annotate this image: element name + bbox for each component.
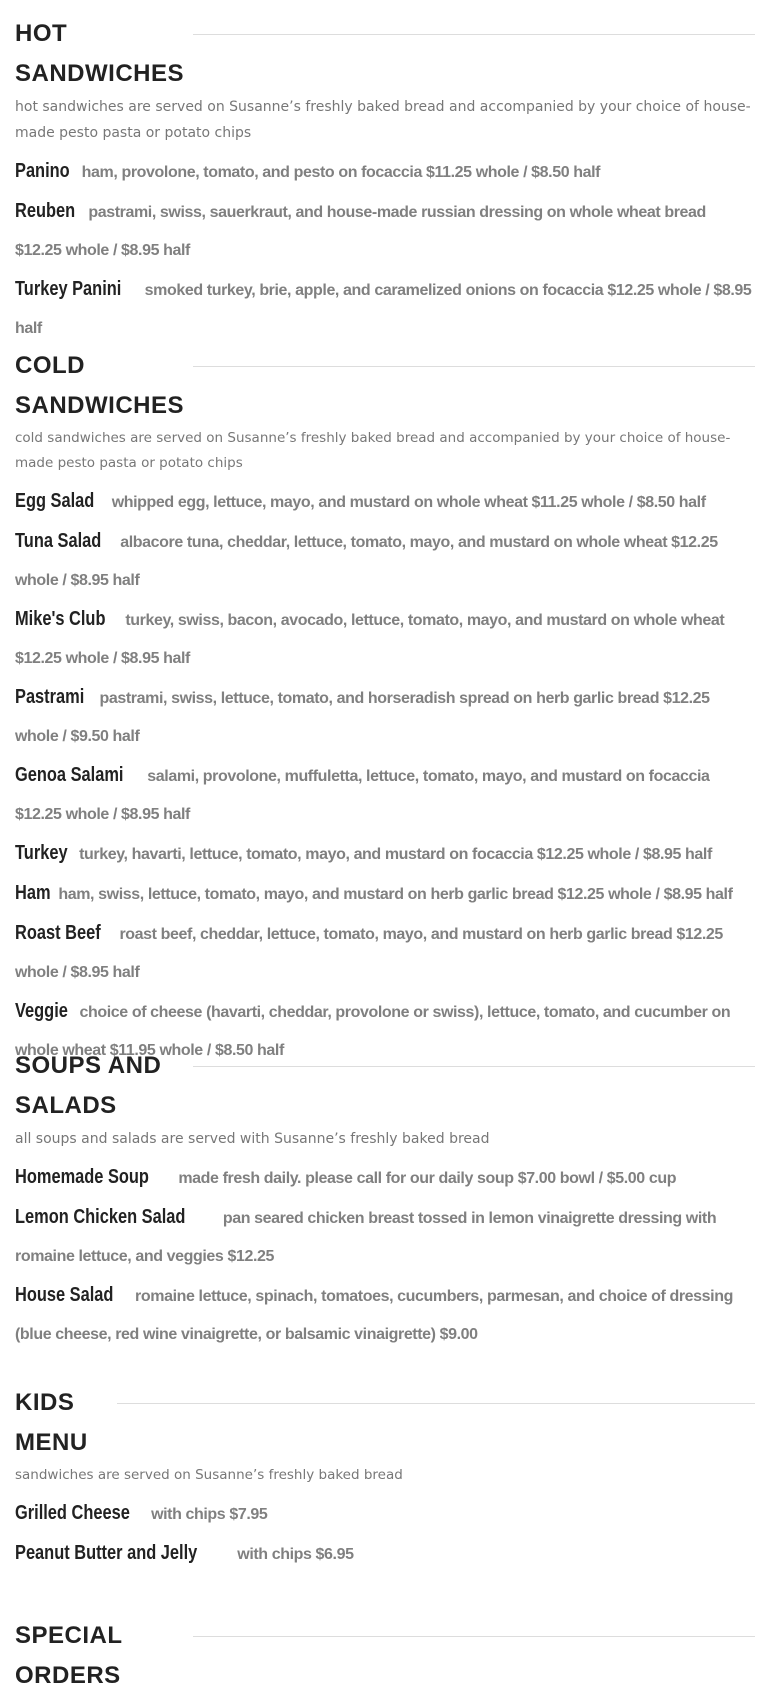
item-name: Veggie: [15, 1000, 68, 1022]
item-name: Pastrami: [15, 686, 85, 708]
menu-item-homemade-soup: [15, 1160, 755, 1200]
item-description: roast beef, cheddar, lettuce, tomato, mayo, and mustard on herb garlic bread $12.25 whole / $8.95 half: [15, 926, 723, 981]
menu-item-pastrami: [15, 680, 755, 758]
section-title: KIDS MENU: [15, 1389, 88, 1456]
item-description: with chips $7.95: [151, 1506, 268, 1523]
menu-item-ham: [15, 876, 755, 916]
item-name: Mike's Club: [15, 608, 106, 630]
item-description: albacore tuna, cheddar, lettuce, tomato, mayo, and mustard on whole wheat $12.25 whole / $8.95 half: [15, 534, 718, 589]
section-title: COLD SANDWICHES: [15, 352, 185, 419]
item-description: salami, provolone, muffuletta, lettuce, tomato, mayo, and mustard on focaccia $12.25 whole / $8.95 half: [15, 768, 710, 823]
item-name: Turkey: [15, 842, 68, 864]
menu-item-turkey: [15, 836, 755, 876]
section-header: [15, 1616, 755, 1696]
section-description: cold sandwiches are served on Susanne’s freshly baked bread and accompanied by your choice of house-made pesto pasta or potato chips: [15, 430, 731, 471]
item-description: whipped egg, lettuce, mayo, and mustard on whole wheat $11.25 whole / $8.50 half: [111, 494, 706, 511]
section-kids-menu: [15, 1383, 755, 1576]
section-header: [15, 1383, 755, 1463]
item-description: pastrami, swiss, lettuce, tomato, and horseradish spread on herb garlic bread $12.25 whole / $9.50 half: [15, 690, 710, 745]
item-description: choice of cheese (havarti, cheddar, provolone or swiss), lettuce, tomato, and cucumber on whole wheat $11.95 whole / $8.50 half: [15, 1004, 731, 1059]
item-name: Reuben: [15, 200, 76, 222]
section-divider: [193, 1066, 755, 1067]
section-divider: [117, 1403, 755, 1404]
menu-item-panino: [15, 154, 755, 194]
item-name: Peanut Butter and Jelly: [15, 1542, 198, 1564]
section-divider: [193, 366, 755, 367]
section-divider: [193, 1636, 755, 1637]
item-description: ham, provolone, tomato, and pesto on focaccia $11.25 whole / $8.50 half: [81, 164, 601, 181]
section-divider: [193, 34, 755, 35]
section-description: hot sandwiches are served on Susanne’s freshly baked bread and accompanied by your choice of house-made pesto pasta or potato chips: [15, 99, 751, 141]
menu-item-mikes-club: [15, 602, 755, 680]
item-name: Ham: [15, 882, 51, 904]
menu-item-genoa-salami: [15, 758, 755, 836]
section-hot-sandwiches: [15, 14, 755, 350]
item-description: with chips $6.95: [237, 1546, 354, 1563]
item-name: Roast Beef: [15, 922, 101, 944]
section-header: [15, 1046, 755, 1126]
section-special-orders: [15, 1616, 755, 1696]
item-name: Homemade Soup: [15, 1166, 149, 1188]
section-cold-sandwiches: [15, 346, 755, 1072]
item-name: House Salad: [15, 1284, 114, 1306]
menu-item-grilled-cheese: [15, 1496, 755, 1536]
item-description: pan seared chicken breast tossed in lemon vinaigrette dressing with romaine lettuce, and veggies $12.25: [15, 1210, 717, 1265]
menu-item-lemon-chicken-salad: [15, 1200, 755, 1278]
item-description: pastrami, swiss, sauerkraut, and house-made russian dressing on whole wheat bread $12.25 whole / $8.95 half: [15, 204, 706, 259]
menu-item-tuna-salad: [15, 524, 755, 602]
menu-item-house-salad: [15, 1278, 755, 1356]
menu-item-roast-beef: [15, 916, 755, 994]
item-description: smoked turkey, brie, apple, and caramelized onions on focaccia $12.25 whole / $8.95 half: [15, 282, 752, 337]
item-name: Egg Salad: [15, 490, 95, 512]
item-name: Genoa Salami: [15, 764, 124, 786]
item-description: romaine lettuce, spinach, tomatoes, cucumbers, parmesan, and choice of dressing (blue cheese, red wine vinaigrette, or balsamic vinaigrette) $9.00: [15, 1288, 733, 1343]
item-description: turkey, swiss, bacon, avocado, lettuce, tomato, mayo, and mustard on whole wheat $12.25 whole / $8.95 half: [15, 612, 725, 667]
section-title: SOUPS AND SALADS: [15, 1052, 162, 1119]
item-description: made fresh daily. please call for our daily soup $7.00 bowl / $5.00 cup: [178, 1170, 677, 1187]
section-title: HOT SANDWICHES: [15, 20, 185, 87]
item-name: Tuna Salad: [15, 530, 102, 552]
section-header: [15, 346, 755, 426]
item-name: Panino: [15, 160, 70, 182]
menu-item-peanut-butter-and-jelly: [15, 1536, 755, 1576]
menu-item-reuben: [15, 194, 755, 272]
menu-item-turkey-panini: [15, 272, 755, 350]
section-header: [15, 14, 755, 94]
section-soups-and-salads: [15, 1046, 755, 1356]
item-description: turkey, havarti, lettuce, tomato, mayo, and mustard on focaccia $12.25 whole / $8.95 half: [79, 846, 712, 863]
section-description: sandwiches are served on Susanne’s freshly baked bread: [15, 1467, 403, 1483]
section-title: SPECIAL ORDERS: [15, 1622, 123, 1689]
item-name: Turkey Panini: [15, 278, 122, 300]
menu-item-egg-salad: [15, 484, 755, 524]
item-description: ham, swiss, lettuce, tomato, mayo, and mustard on herb garlic bread $12.25 whole / $8.95 half: [58, 886, 733, 903]
item-name: Grilled Cheese: [15, 1502, 130, 1524]
item-name: Lemon Chicken Salad: [15, 1206, 186, 1228]
section-description: all soups and salads are served with Susanne’s freshly baked bread: [15, 1131, 490, 1147]
